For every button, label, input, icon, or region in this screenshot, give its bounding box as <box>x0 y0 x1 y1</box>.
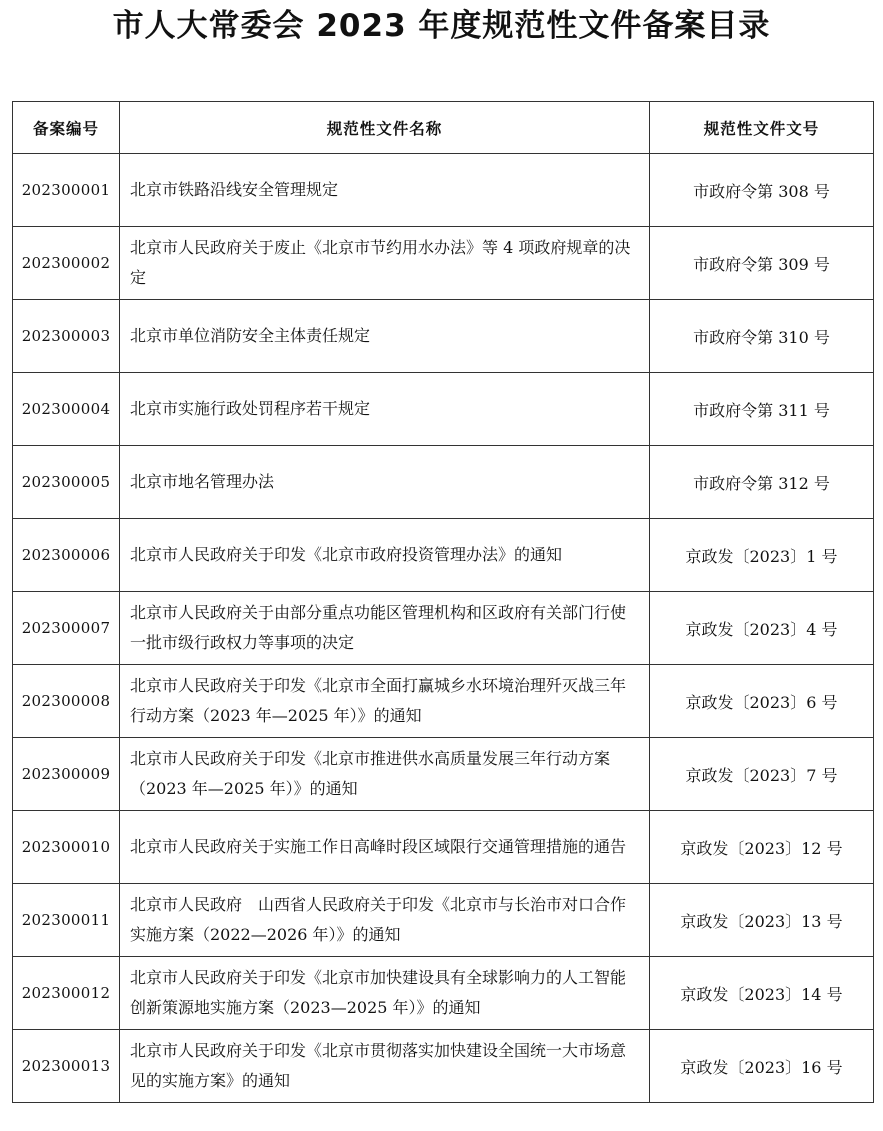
document-number-cell: 市政府令第 308 号 <box>650 154 874 227</box>
record-table <box>12 101 874 1103</box>
record-id-cell: 202300013 <box>13 1030 120 1103</box>
record-id-cell: 202300006 <box>13 519 120 592</box>
record-id-cell: 202300001 <box>13 154 120 227</box>
record-id-cell: 202300008 <box>13 665 120 738</box>
document-number-cell: 京政发〔2023〕14 号 <box>650 957 874 1030</box>
document-name-cell: 北京市人民政府关于印发《北京市贯彻落实加快建设全国统一大市场意见的实施方案》的通知 <box>120 1030 650 1103</box>
record-id-cell: 202300005 <box>13 446 120 519</box>
header-document-name: 规范性文件名称 <box>120 102 650 154</box>
document-number-cell: 京政发〔2023〕16 号 <box>650 1030 874 1103</box>
header-record-id: 备案编号 <box>13 102 120 154</box>
document-name-cell: 北京市人民政府 山西省人民政府关于印发《北京市与长治市对口合作实施方案（2022—2026 年）》的通知 <box>120 884 650 957</box>
table-row <box>13 373 874 446</box>
document-number-cell: 市政府令第 312 号 <box>650 446 874 519</box>
record-id-cell: 202300004 <box>13 373 120 446</box>
document-number-cell: 京政发〔2023〕7 号 <box>650 738 874 811</box>
table-row <box>13 884 874 957</box>
table-row <box>13 811 874 884</box>
document-number-cell: 京政发〔2023〕13 号 <box>650 884 874 957</box>
document-number-cell: 京政发〔2023〕6 号 <box>650 665 874 738</box>
document-name-cell: 北京市铁路沿线安全管理规定 <box>120 154 650 227</box>
record-id-cell: 202300012 <box>13 957 120 1030</box>
document-number-cell: 市政府令第 309 号 <box>650 227 874 300</box>
table-row <box>13 154 874 227</box>
header-document-number: 规范性文件文号 <box>650 102 874 154</box>
record-id-cell: 202300002 <box>13 227 120 300</box>
document-number-cell: 市政府令第 310 号 <box>650 300 874 373</box>
table-header-row <box>13 102 874 154</box>
document-name-cell: 北京市人民政府关于印发《北京市全面打赢城乡水环境治理歼灭战三年行动方案（2023 年—2025 年）》的通知 <box>120 665 650 738</box>
record-id-cell: 202300007 <box>13 592 120 665</box>
table-row <box>13 519 874 592</box>
document-name-cell: 北京市人民政府关于废止《北京市节约用水办法》等 4 项政府规章的决定 <box>120 227 650 300</box>
document-name-cell: 北京市人民政府关于由部分重点功能区管理机构和区政府有关部门行使一批市级行政权力等事项的决定 <box>120 592 650 665</box>
document-name-cell: 北京市地名管理办法 <box>120 446 650 519</box>
record-id-cell: 202300003 <box>13 300 120 373</box>
document-name-cell: 北京市实施行政处罚程序若干规定 <box>120 373 650 446</box>
table-row <box>13 665 874 738</box>
table-row <box>13 1030 874 1103</box>
table-row <box>13 227 874 300</box>
table-row <box>13 738 874 811</box>
table-row <box>13 592 874 665</box>
document-number-cell: 京政发〔2023〕12 号 <box>650 811 874 884</box>
document-number-cell: 京政发〔2023〕4 号 <box>650 592 874 665</box>
document-name-cell: 北京市单位消防安全主体责任规定 <box>120 300 650 373</box>
document-name-cell: 北京市人民政府关于印发《北京市加快建设具有全球影响力的人工智能创新策源地实施方案（2023—2025 年）》的通知 <box>120 957 650 1030</box>
document-name-cell: 北京市人民政府关于印发《北京市推进供水高质量发展三年行动方案（2023 年—2025 年）》的通知 <box>120 738 650 811</box>
document-number-cell: 市政府令第 311 号 <box>650 373 874 446</box>
page-title: 市人大常委会 2023 年度规范性文件备案目录 <box>112 8 771 44</box>
document-name-cell: 北京市人民政府关于印发《北京市政府投资管理办法》的通知 <box>120 519 650 592</box>
record-id-cell: 202300009 <box>13 738 120 811</box>
document-name-cell: 北京市人民政府关于实施工作日高峰时段区域限行交通管理措施的通告 <box>120 811 650 884</box>
table-row <box>13 446 874 519</box>
table-row <box>13 300 874 373</box>
document-number-cell: 京政发〔2023〕1 号 <box>650 519 874 592</box>
record-id-cell: 202300010 <box>13 811 120 884</box>
table-row <box>13 957 874 1030</box>
record-id-cell: 202300011 <box>13 884 120 957</box>
